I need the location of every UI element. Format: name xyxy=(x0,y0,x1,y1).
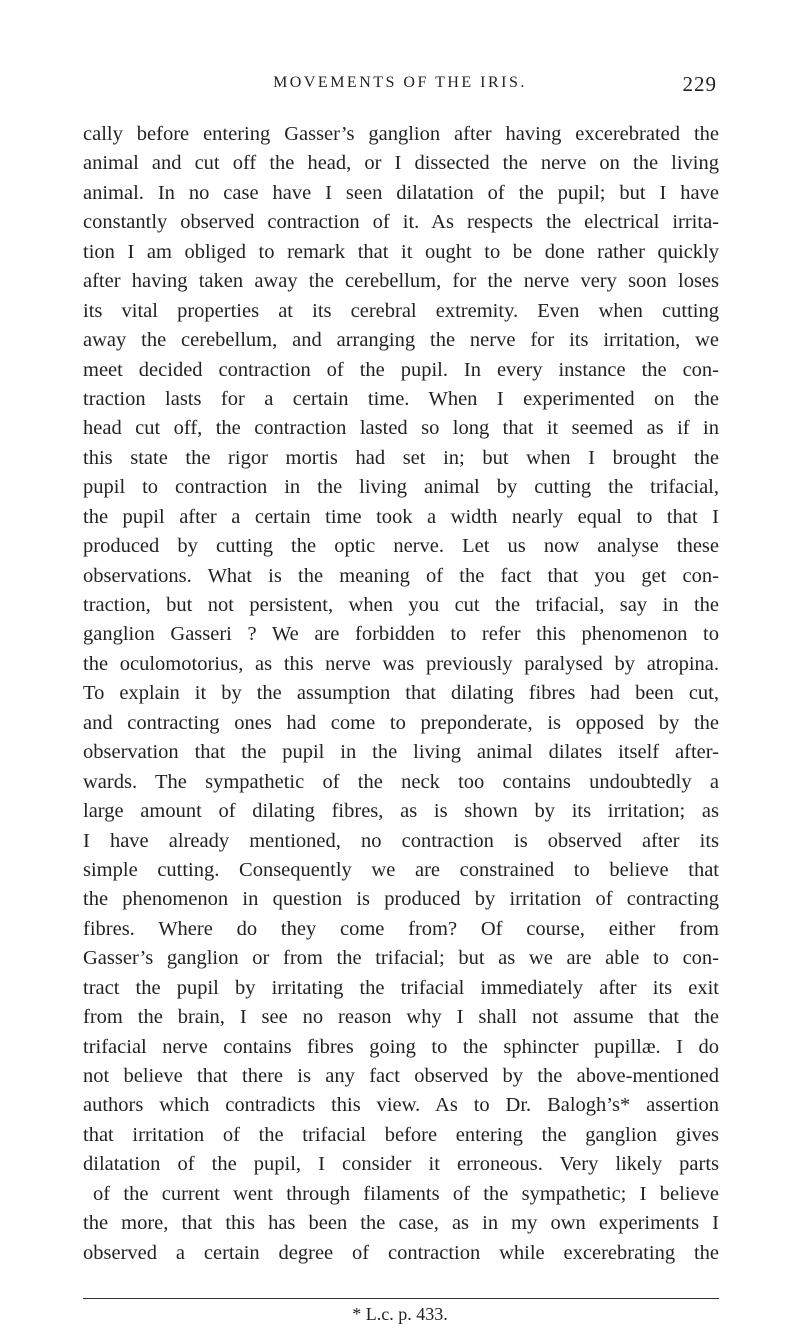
text-line: Gasser’s ganglion or from the trifacial; but as we are able to con- xyxy=(83,947,719,970)
text-line: cally before entering Gasser’s ganglion after having excerebrated the xyxy=(83,123,719,145)
text-line: observation that the pupil in the living animal dilates itself after- xyxy=(83,741,719,764)
body-text xyxy=(83,120,719,1268)
text-line: of the current went through filaments of the sympathetic; I believe xyxy=(93,1182,719,1205)
text-line: meet decided contraction of the pupil. In every instance the con- xyxy=(83,358,719,381)
running-head xyxy=(0,74,800,98)
text-line: and contracting ones had come to preponderate, is opposed by the xyxy=(83,711,719,734)
running-title: MOVEMENTS OF THE IRIS. xyxy=(273,74,527,91)
text-line: produced by cutting the optic nerve. Let us now analyse these xyxy=(83,535,719,558)
page-number: 229 xyxy=(682,72,717,96)
footnote: * L.c. p. 433. xyxy=(352,1304,448,1324)
text-line: the oculomotorius, as this nerve was previously paralysed by atropina. xyxy=(83,652,719,675)
text-line: its vital properties at its cerebral extremity. Even when cutting xyxy=(83,299,719,322)
text-line: this state the rigor mortis had set in; but when I brought the xyxy=(83,446,719,469)
text-line: observed a certain degree of contraction while excerebrating the xyxy=(83,1241,719,1264)
text-line: To explain it by the assumption that dilating fibres had been cut, xyxy=(83,682,719,705)
text-line: from the brain, I see no reason why I shall not assume that the xyxy=(83,1006,719,1029)
text-line: large amount of dilating fibres, as is shown by its irritation; as xyxy=(83,800,719,823)
text-line: tract the pupil by irritating the trifacial immediately after its exit xyxy=(83,976,719,999)
text-line: observations. What is the meaning of the fact that you get con- xyxy=(83,564,719,587)
text-line: the more, that this has been the case, as in my own experiments I xyxy=(83,1212,719,1235)
text-line: pupil to contraction in the living animal by cutting the trifacial, xyxy=(83,476,719,499)
text-line: traction lasts for a certain time. When I experimented on the xyxy=(83,387,719,410)
text-line: simple cutting. Consequently we are constrained to believe that xyxy=(83,858,719,881)
text-line: the pupil after a certain time took a width nearly equal to that I xyxy=(83,505,719,528)
text-line: tion I am obliged to remark that it ought to be done rather quickly xyxy=(83,240,719,263)
text-line: fibres. Where do they come from? Of course, either from xyxy=(83,917,719,940)
footnote-rule xyxy=(83,1298,719,1299)
text-line: wards. The sympathetic of the neck too contains undoubtedly a xyxy=(83,770,719,793)
text-line: animal and cut off the head, or I dissected the nerve on the living xyxy=(83,152,719,175)
text-line: dilatation of the pupil, I consider it erroneous. Very likely parts xyxy=(83,1153,719,1176)
text-line: constantly observed contraction of it. As respects the electrical irrita- xyxy=(83,211,719,234)
text-line: I have already mentioned, no contraction is observed after its xyxy=(83,829,719,852)
text-line: authors which contradicts this view. As to Dr. Balogh’s* assertion xyxy=(83,1094,719,1117)
text-line: trifacial nerve contains fibres going to the sphincter pupillæ. I do xyxy=(83,1035,719,1058)
text-line: away the cerebellum, and arranging the nerve for its irritation, we xyxy=(83,329,719,352)
text-line: that irritation of the trifacial before entering the ganglion gives xyxy=(83,1123,719,1146)
text-line: not believe that there is any fact observed by the above-mentioned xyxy=(83,1065,719,1087)
text-line: after having taken away the cerebellum, for the nerve very soon loses xyxy=(83,270,719,293)
text-line: ganglion Gasseri ? We are forbidden to refer this phenomenon to xyxy=(83,623,719,646)
text-line: head cut off, the contraction lasted so long that it seemed as if in xyxy=(83,417,719,440)
text-line: the phenomenon in question is produced by irritation of contracting xyxy=(83,888,719,911)
text-line: traction, but not persistent, when you cut the trifacial, say in the xyxy=(83,594,719,616)
text-line: animal. In no case have I seen dilatation of the pupil; but I have xyxy=(83,181,719,204)
